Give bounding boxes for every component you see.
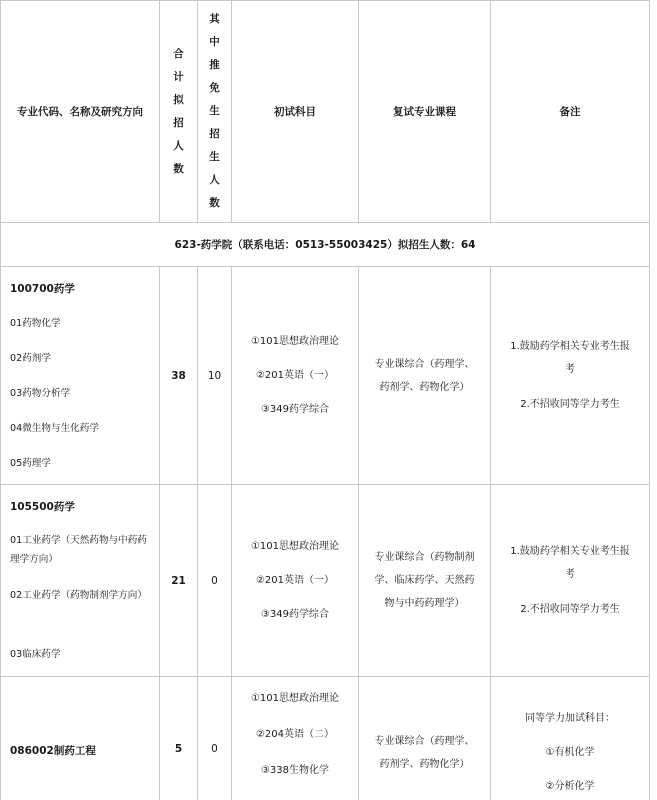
program-code: 105500药学 xyxy=(10,501,75,513)
header-char: 生 xyxy=(209,105,220,117)
header-remarks: 备注 xyxy=(491,0,650,223)
header-char: 拟 xyxy=(173,93,184,106)
header-char: 免 xyxy=(209,82,220,94)
program-cell xyxy=(0,677,160,800)
header-exam-subjects: 初试科目 xyxy=(232,0,359,223)
retest-line: 物与中药药理学） xyxy=(384,598,465,609)
remark-line: 考 xyxy=(565,569,575,580)
exam-item: ②204英语（二） xyxy=(255,729,335,740)
retest-line: 专业课综合（药物制剂 xyxy=(374,552,475,563)
retest-line: 专业课综合（药理学、 xyxy=(374,358,475,370)
recommended-count: 0 xyxy=(198,485,232,677)
direction-item: 02药剂学 xyxy=(10,353,51,364)
retest-line: 专业课综合（药理学、 xyxy=(374,736,475,747)
header-char: 人 xyxy=(209,174,220,186)
header-char: 人 xyxy=(173,139,184,152)
direction-item: 02工业药学（药物制剂学方向） xyxy=(10,590,147,601)
retest-line: 药剂学、药物化学） xyxy=(379,381,470,393)
exam-subjects-cell xyxy=(232,677,359,800)
header-char: 招 xyxy=(173,116,184,129)
remark-line: 1.鼓励药学相关专业考生报 xyxy=(510,546,630,557)
total-count-cell xyxy=(160,677,198,800)
header-char: 其 xyxy=(209,13,220,25)
header-total-planned xyxy=(160,0,198,223)
recommended-count: 0 xyxy=(211,743,218,755)
header-char: 中 xyxy=(209,36,220,48)
retest-cell xyxy=(359,267,491,485)
remarks-cell xyxy=(491,267,650,485)
remark-line: ②分析化学 xyxy=(545,781,595,792)
program-cell xyxy=(0,267,160,485)
exam-subjects-cell xyxy=(232,485,359,677)
section-title: 623-药学院（联系电话：0513-55003425）拟招生人数：64 xyxy=(0,223,650,267)
program-cell xyxy=(0,485,160,677)
retest-line: 学、临床药学、天然药 xyxy=(374,575,475,586)
total-count: 38 xyxy=(160,267,198,485)
direction-item: 04微生物与生化药学 xyxy=(10,423,99,434)
header-char: 计 xyxy=(173,70,184,83)
header-char: 招 xyxy=(209,128,220,140)
header-retest-courses: 复试专业课程 xyxy=(359,0,491,223)
program-code: 086002制药工程 xyxy=(10,745,96,757)
direction-item: 03药物分析学 xyxy=(10,388,71,399)
direction-item: 05药理学 xyxy=(10,458,51,469)
exam-item: ①101思想政治理论 xyxy=(250,693,340,704)
retest-cell xyxy=(359,677,491,800)
direction-item: 01工业药学（天然药物与中药药理学方向） xyxy=(10,535,147,565)
header-char: 推 xyxy=(209,59,220,71)
total-count: 5 xyxy=(174,743,183,755)
remark-line: 同等学力加试科目： xyxy=(525,713,615,724)
recommended-count-cell xyxy=(198,677,232,800)
remark-line: 2.不招收同等学力考生 xyxy=(520,399,620,410)
exam-subjects-cell xyxy=(232,267,359,485)
exam-item: ②201英语（一） xyxy=(255,369,335,381)
header-char: 合 xyxy=(173,47,184,60)
program-code: 100700药学 xyxy=(10,283,75,295)
exam-item: ③338生物化学 xyxy=(260,765,330,776)
remark-line: 考 xyxy=(565,364,575,375)
remark-line: 1.鼓励药学相关专业考生报 xyxy=(510,341,630,352)
direction-item: 03临床药学 xyxy=(10,649,61,660)
recommended-count: 10 xyxy=(198,267,232,485)
exam-item: ③349药学综合 xyxy=(260,608,330,620)
total-count: 21 xyxy=(160,485,198,677)
direction-item: 01药物化学 xyxy=(10,318,61,329)
header-recommended xyxy=(198,0,232,223)
header-program: 专业代码、名称及研究方向 xyxy=(0,0,160,223)
remark-line: 2.不招收同等学力考生 xyxy=(520,604,620,615)
exam-item: ②201英语（一） xyxy=(255,574,335,586)
remark-line: ①有机化学 xyxy=(545,747,595,758)
retest-line: 药剂学、药物化学） xyxy=(379,759,470,770)
remarks-cell xyxy=(491,485,650,677)
retest-cell xyxy=(359,485,491,677)
exam-item: ③349药学综合 xyxy=(260,403,330,415)
header-char: 数 xyxy=(209,197,220,209)
header-char: 生 xyxy=(209,151,220,163)
exam-item: ①101思想政治理论 xyxy=(250,335,340,347)
remarks-cell xyxy=(491,677,650,800)
exam-item: ①101思想政治理论 xyxy=(250,540,340,552)
header-char: 数 xyxy=(173,162,184,175)
